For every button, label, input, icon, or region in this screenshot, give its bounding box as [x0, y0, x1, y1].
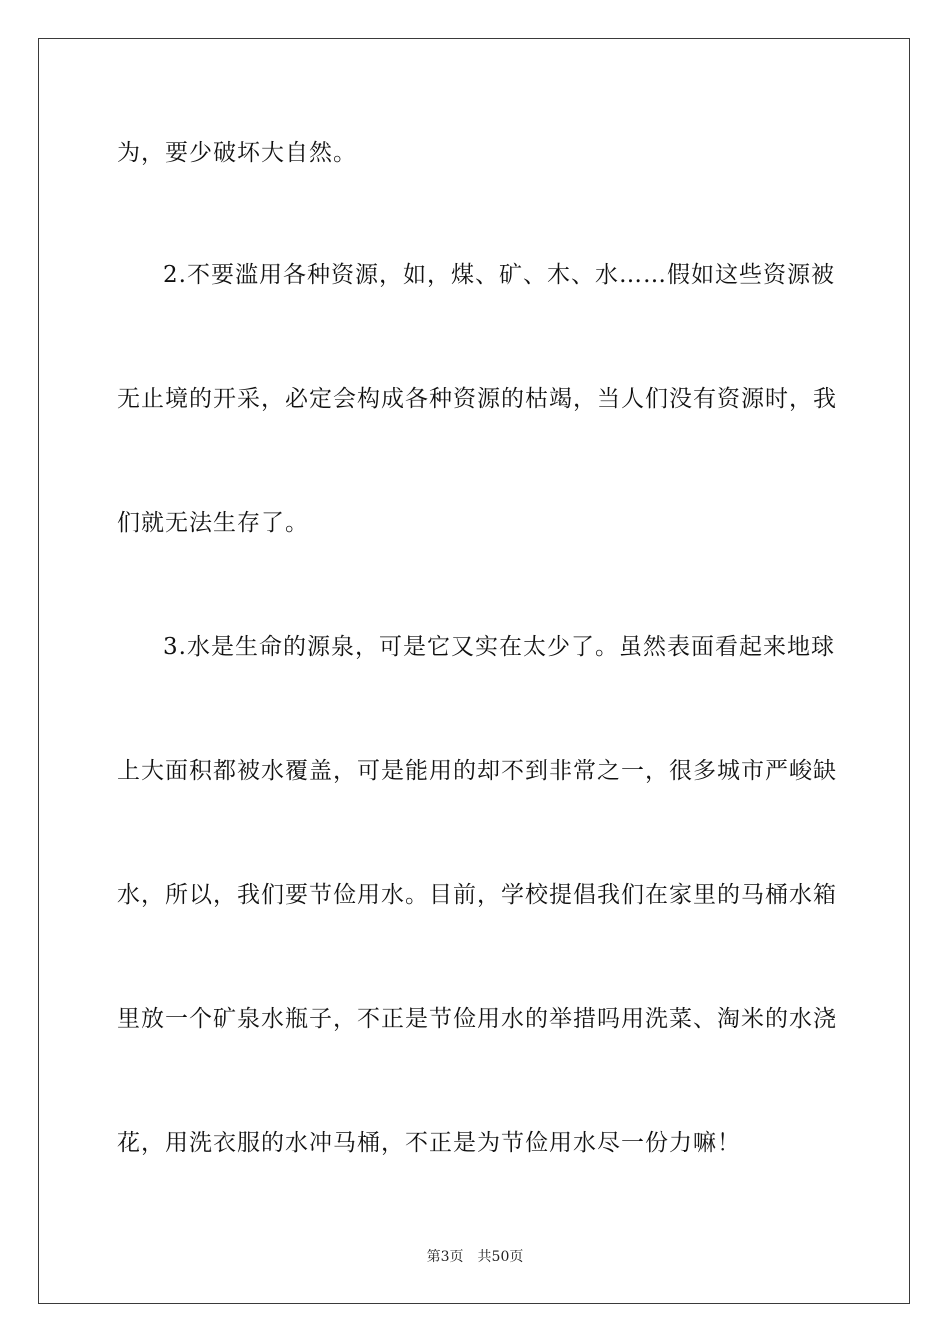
page-number-footer: 第3页 共50页 [426, 1249, 524, 1265]
paragraph-line: 水，所以，我们要节俭用水。目前，学校提倡我们在家里的马桶水箱 [117, 882, 837, 908]
paragraph-line: 无止境的开采，必定会构成各种资源的枯竭，当人们没有资源时，我 [117, 386, 837, 412]
paragraph-line: 上大面积都被水覆盖，可是能用的却不到非常之一，很多城市严峻缺 [117, 758, 837, 784]
paragraph-line: 2.不要滥用各种资源，如，煤、矿、木、水……假如这些资源被 [163, 262, 835, 288]
paragraph-line: 3.水是生命的源泉，可是它又实在太少了。虽然表面看起来地球 [163, 634, 835, 660]
paragraph-line: 们就无法生存了。 [117, 510, 309, 536]
paragraph-line: 里放一个矿泉水瓶子，不正是节俭用水的举措吗用洗菜、淘米的水浇 [117, 1006, 837, 1032]
paragraph-line: 为，要少破坏大自然。 [117, 140, 357, 166]
page-border [38, 38, 910, 1304]
paragraph-line: 花，用洗衣服的水冲马桶，不正是为节俭用水尽一份力嘛！ [117, 1130, 741, 1156]
